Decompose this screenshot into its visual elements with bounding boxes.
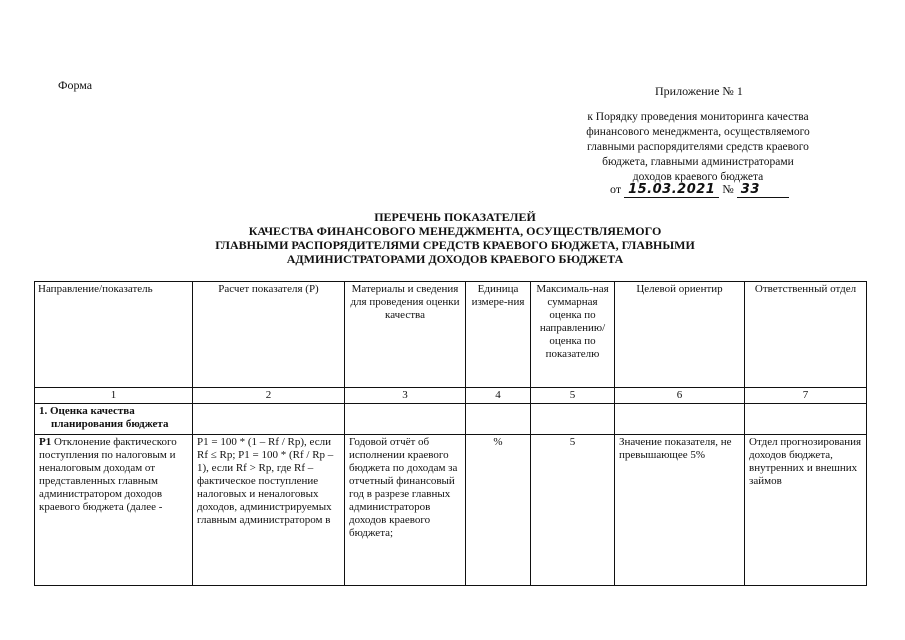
handwritten-date: 15.03.2021 — [624, 182, 719, 198]
column-number: 3 — [345, 388, 466, 404]
column-number: 6 — [615, 388, 745, 404]
calculation-cell: Р1 = 100 * (1 – Rf / Rp), если Rf ≤ Rp; Р1 = 100 * (Rf / Rp – 1), если Rf > Rp, где Rf – фактическое поступление налоговых и неналоговых доходов, администрируемых главным администратором в — [193, 435, 345, 586]
title-line: АДМИНИСТРАТОРАМИ ДОХОДОВ КРАЕВОГО БЮДЖЕТА — [286, 252, 624, 266]
indicator-text: Отклонение фактического поступления по налоговым и неналоговым доходам от представленных главным администратором доходов краевого бюджета (далее - — [39, 436, 177, 513]
column-number: 5 — [531, 388, 615, 404]
indicator-code: Р1 — [39, 436, 52, 448]
section-title-line: 1. Оценка качества — [39, 405, 135, 417]
handwritten-number: 33 — [737, 182, 789, 198]
table-row — [35, 435, 867, 586]
section-title — [35, 404, 193, 435]
title-line: ПЕРЕЧЕНЬ ПОКАЗАТЕЛЕЙ — [374, 210, 536, 224]
indicator-cell — [35, 435, 193, 586]
column-header: Направление/показатель — [35, 282, 193, 388]
form-label: Форма — [58, 78, 93, 92]
appendix-line: главными распорядителями средств краевого — [587, 141, 809, 153]
column-number-row — [35, 388, 867, 404]
column-number: 4 — [466, 388, 531, 404]
section-row — [35, 404, 867, 435]
column-number: 2 — [193, 388, 345, 404]
column-header: Ответственный отдел — [745, 282, 867, 388]
appendix-reference — [548, 110, 848, 185]
table-header-row — [35, 282, 867, 388]
appendix-date-line — [610, 182, 789, 198]
unit-cell: % — [466, 435, 531, 586]
column-number: 7 — [745, 388, 867, 404]
title-line: КАЧЕСТВА ФИНАНСОВОГО МЕНЕДЖМЕНТА, ОСУЩЕСТВЛЯЕМОГО — [248, 224, 662, 238]
column-header: Максималь-ная суммарная оценка по направлению/ оценка по показателю — [531, 282, 615, 388]
appendix-line: финансового менеджмента, осуществляемого — [586, 126, 810, 138]
column-header: Материалы и сведения для проведения оценки качества — [345, 282, 466, 388]
document-title — [150, 210, 760, 266]
column-header: Расчет показателя (Р) — [193, 282, 345, 388]
materials-cell: Годовой отчёт об исполнении краевого бюджета по доходам за отчетный финансовый год в разрезе главных администраторов доходов краевого бюджета; — [345, 435, 466, 586]
appendix-line: доходов краевого бюджета — [632, 171, 764, 183]
column-header: Единица измере-ния — [466, 282, 531, 388]
target-cell: Значение показателя, не превышающее 5% — [615, 435, 745, 586]
appendix-title: Приложение № 1 — [655, 84, 743, 98]
title-line: ГЛАВНЫМИ РАСПОРЯДИТЕЛЯМИ СРЕДСТВ КРАЕВОГО БЮДЖЕТА, ГЛАВНЫМИ — [215, 238, 695, 252]
column-header: Целевой ориентир — [615, 282, 745, 388]
max-score-cell: 5 — [531, 435, 615, 586]
date-prefix: от — [610, 182, 622, 196]
indicators-table — [34, 281, 867, 586]
appendix-line: к Порядку проведения мониторинга качества — [587, 111, 809, 123]
column-number: 1 — [35, 388, 193, 404]
department-cell: Отдел прогнозирования доходов бюджета, внутренних и внешних займов — [745, 435, 867, 586]
appendix-line: бюджета, главными администраторами — [602, 156, 794, 168]
number-prefix: № — [722, 182, 734, 196]
section-title-line: планирования бюджета — [51, 418, 169, 430]
